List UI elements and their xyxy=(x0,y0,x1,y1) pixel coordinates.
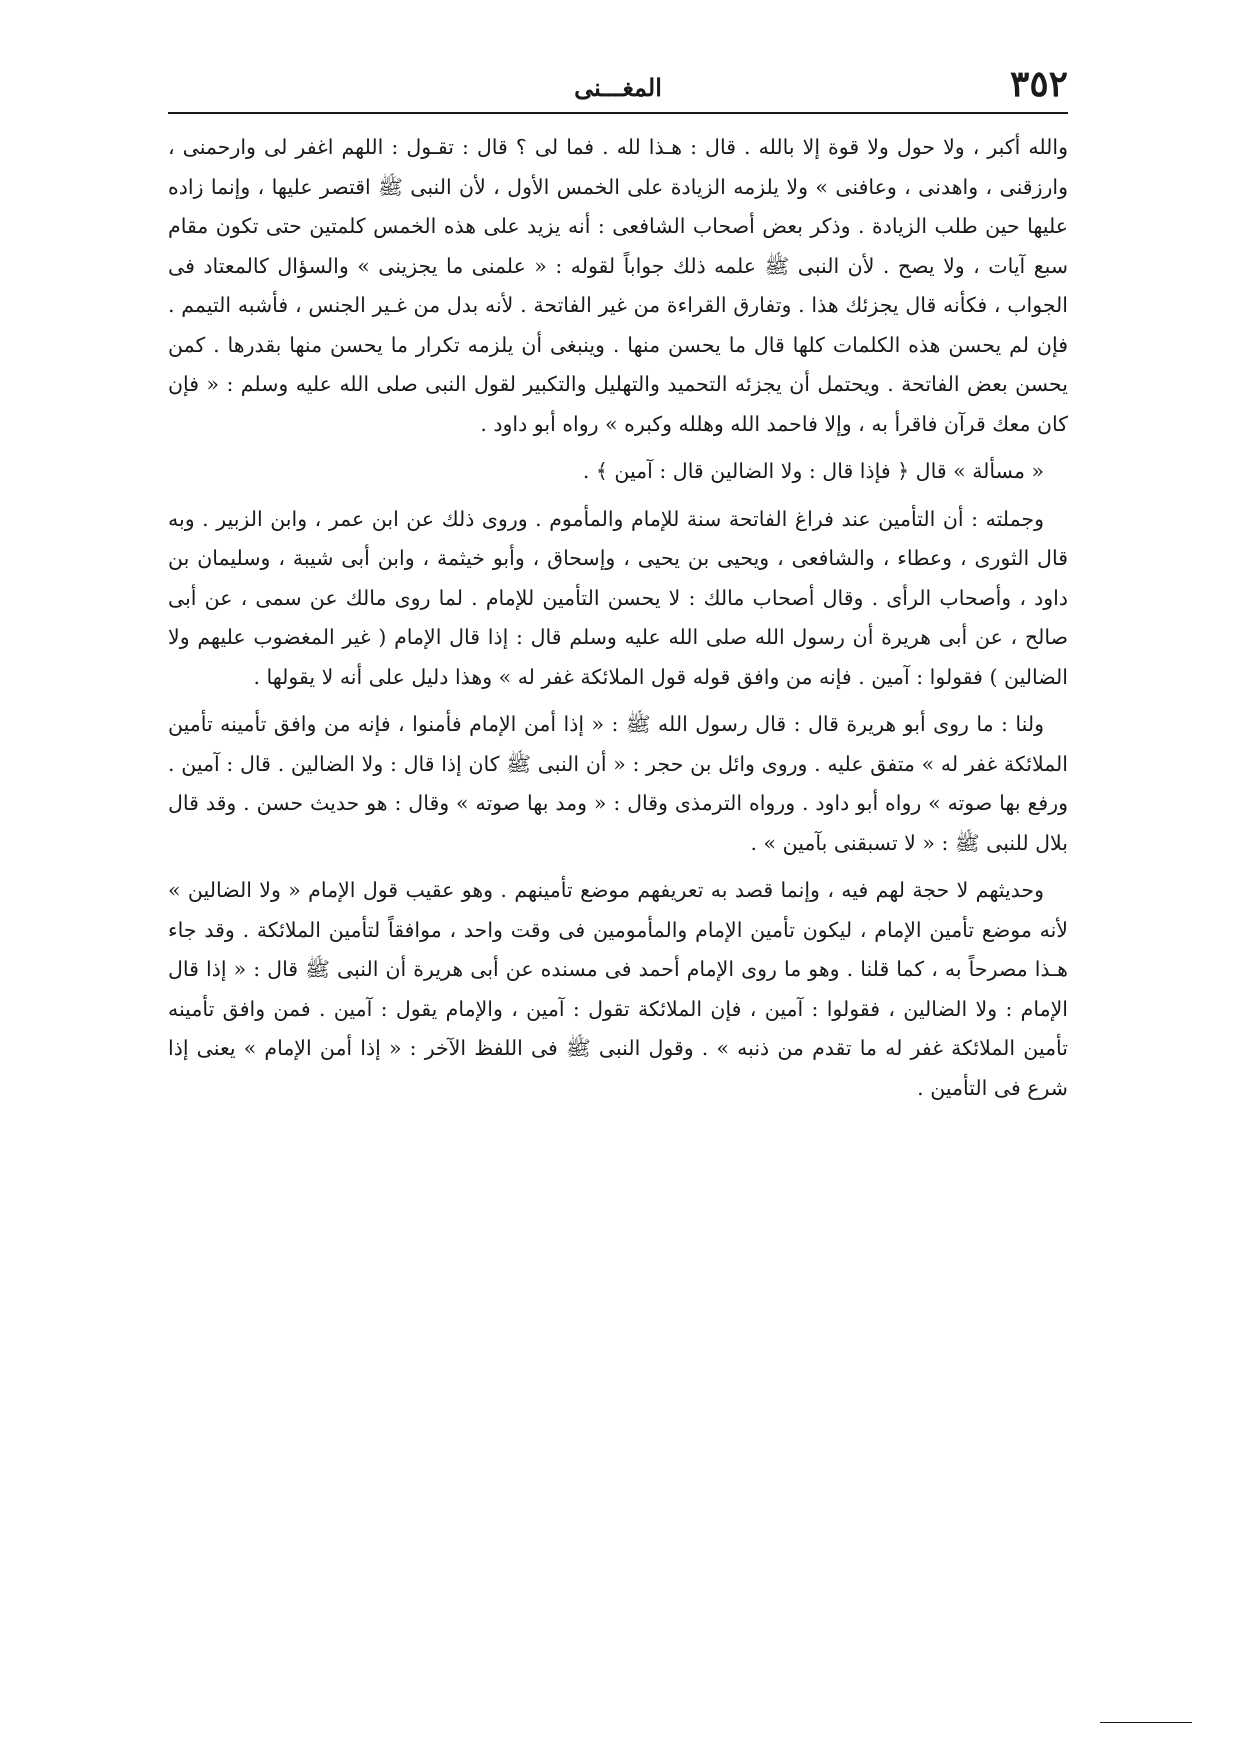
masala-heading: « مسألة » قال ﴿ فإذا قال : ولا الضالين قال : آمين ﴾ . xyxy=(582,459,1044,483)
page-number: ٣٥٢ xyxy=(1009,63,1068,105)
paragraph-1: والله أكبر ، ولا حول ولا قوة إلا بالله . قال : هـذا لله . فما لى ؟ قال : تقـول : اللهم اغفر لى وارحمنى ، وارزقنى ، واهدنى ، وعافنى » ولا يلزمه الزيادة على الخمس الأول ، لأن النبى ﷺ اقتصر عليها ، وإنما زاده عليها حين طلب الزيادة . وذكر بعض أصحاب الشافعى : أنه يزيد على هذه الخمس كلمتين حتى تكون مقام سبع آيات ، ولا يصح . لأن النبى ﷺ علمه ذلك جواباً لقوله : « علمنى ما يجزينى » والسؤال كالمعتاد فى الجواب ، فكأنه قال يجزئك هذا . وتفارق القراءة من غير الفاتحة . لأنه بدل من غـير الجنس ، فأشبه التيمم . فإن لم يحسن هذه الكلمات كلها قال ما يحسن منها . وينبغى أن يلزمه تكرار ما يحسن منها بقدرها . كمن يحسن بعض الفاتحة . ويحتمل أن يجزئه التحميد والتهليل والتكبير لقول النبى صلى الله عليه وسلم : « فإن كان معك قرآن فاقرأ به ، وإلا فاحمد الله وهلله وكبره » رواه أبو داود . xyxy=(168,135,1068,436)
page-header xyxy=(168,62,1068,114)
paragraph-3: ولنا : ما روى أبو هريرة قال : قال رسول الله ﷺ : « إذا أمن الإمام فأمنوا ، فإنه من وافق تأمينه تأمين الملائكة غفر له » متفق عليه . وروى وائل بن حجر : « أن النبى ﷺ كان إذا قال : ولا الضالين . قال : آمين . ورفع بها صوته » رواه أبو داود . ورواه الترمذى وقال : « ومد بها صوته » وقال : هو حديث حسن . وقد قال بلال للنبى ﷺ : « لا تسبقنى بآمين » . xyxy=(168,712,1068,855)
header-rule xyxy=(168,112,1068,114)
running-title: المغـــنى xyxy=(574,73,662,102)
footer-rule xyxy=(1100,1722,1192,1723)
paragraph-2: وجملته : أن التأمين عند فراغ الفاتحة سنة للإمام والمأموم . وروى ذلك عن ابن عمر ، وابن الزبير . وبه قال الثورى ، وعطاء ، والشافعى ، ويحيى بن يحيى ، وإسحاق ، وأبو خيثمة ، وابن أبى شيبة ، وسليمان بن داود ، وأصحاب الرأى . وقال أصحاب مالك : لا يحسن التأمين للإمام . لما روى مالك عن سمى ، عن أبى صالح ، عن أبى هريرة أن رسول الله صلى الله عليه وسلم قال : إذا قال الإمام ( غير المغضوب عليهم ولا الضالين ) فقولوا : آمين . فإنه من وافق قوله قول الملائكة غفر له » وهذا دليل على أنه لا يقولها . xyxy=(168,506,1068,689)
paragraph-4: وحديثهم لا حجة لهم فيه ، وإنما قصد به تعريفهم موضع تأمينهم . وهو عقيب قول الإمام « ولا الضالين » لأنه موضع تأمين الإمام ، ليكون تأمين الإمام والمأمومين فى وقت واحد ، موافقاً لتأمين الملائكة . وقد جاء هـذا مصرحاً به ، كما قلنا . وهو ما روى الإمام أحمد فى مسنده عن أبى هريرة أن النبى ﷺ قال : « إذا قال الإمام : ولا الضالين ، فقولوا : آمين ، فإن الملائكة تقول : آمين ، والإمام يقول : آمين . فمن وافق تأمينه تأمين الملائكة غفر له ما تقدم من ذنبه » . وقول النبى ﷺ فى اللفظ الآخر : « إذا أمن الإمام » يعنى إذا شرع فى التأمين . xyxy=(168,878,1068,1100)
body-text xyxy=(168,128,1068,1116)
